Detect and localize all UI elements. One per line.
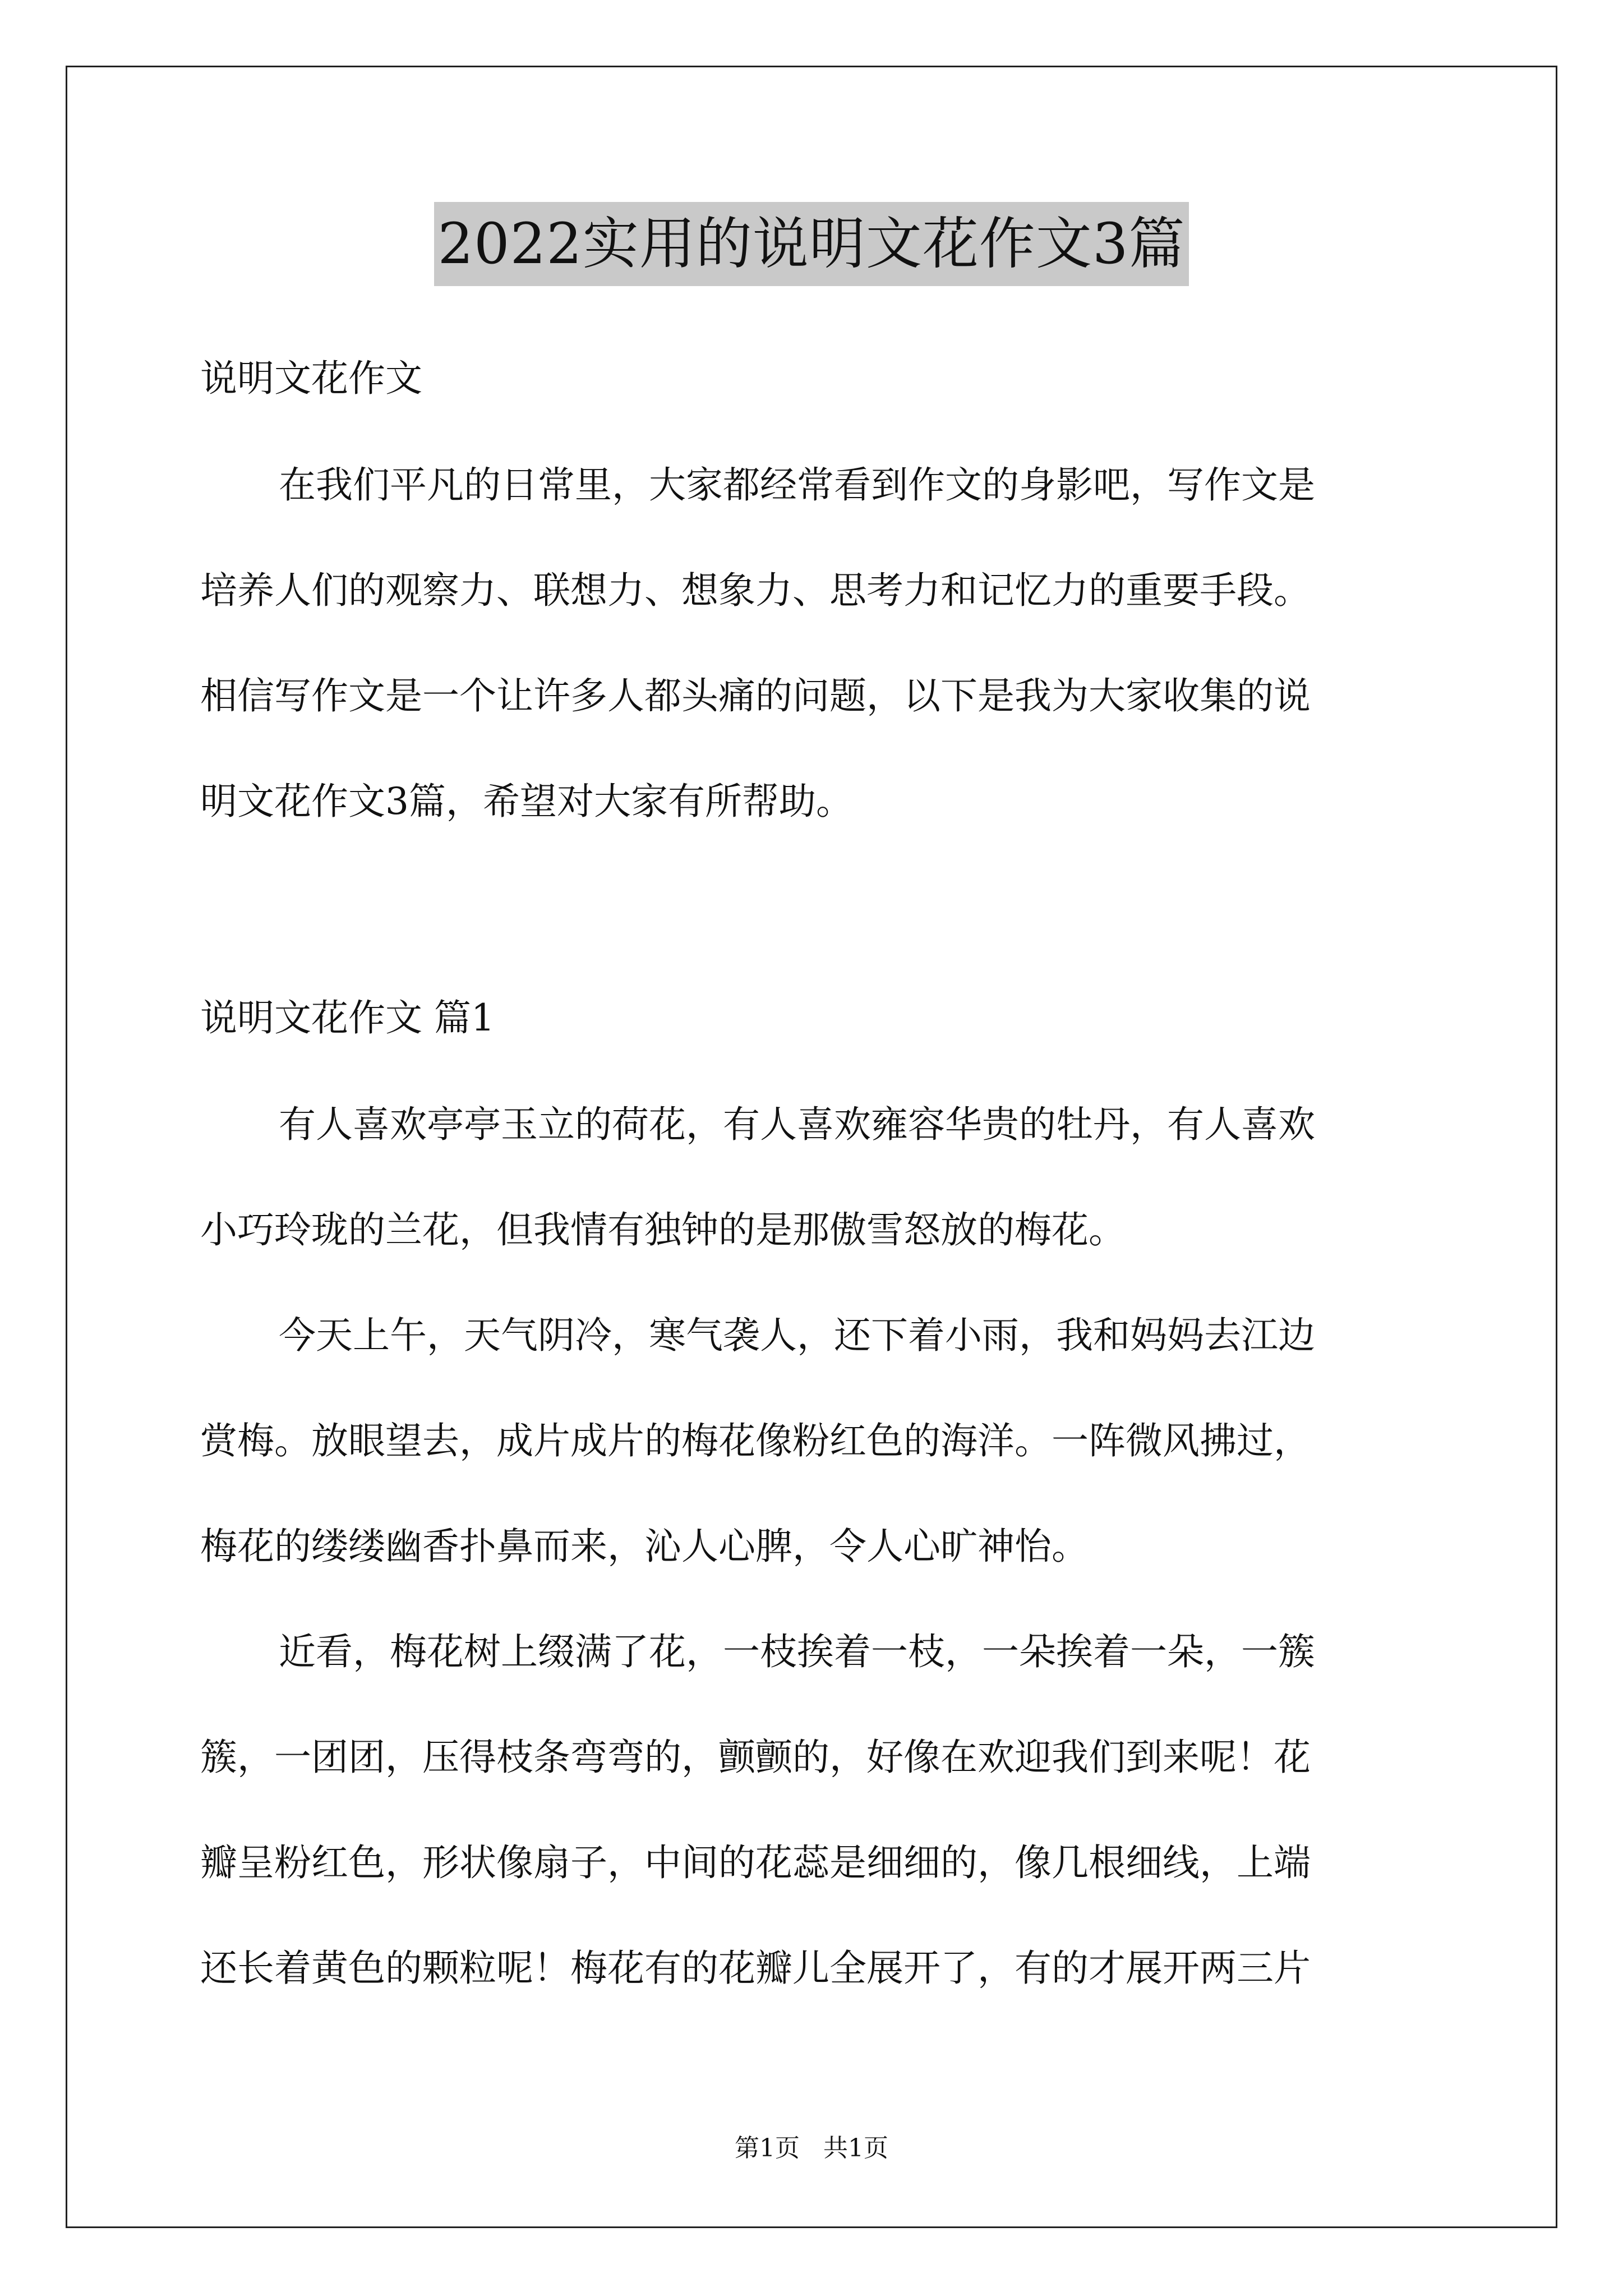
paragraph-line: 小巧玲珑的兰花，但我情有独钟的是那傲雪怒放的梅花。 [200, 1208, 1126, 1251]
intro-line: 培养人们的观察力、联想力、想象力、思考力和记忆力的重要手段。 [200, 569, 1311, 612]
intro-heading: 说明文花作文 [200, 357, 422, 400]
page-number: 第1页 [735, 2134, 800, 2162]
paragraph-line: 有人喜欢亭亭玉立的荷花，有人喜欢雍容华贵的牡丹，有人喜欢 [279, 1103, 1315, 1146]
intro-line: 在我们平凡的日常里，大家都经常看到作文的身影吧，写作文是 [279, 463, 1315, 507]
page-footer [0, 2132, 1623, 2165]
title-container [0, 202, 1623, 286]
intro-line: 相信写作文是一个让许多人都头痛的问题，以下是我为大家收集的说 [200, 674, 1311, 717]
paragraph-line: 簇，一团团，压得枝条弯弯的，颤颤的，好像在欢迎我们到来呢！花 [200, 1736, 1311, 1779]
paragraph-line: 今天上午，天气阴冷，寒气袭人，还下着小雨，我和妈妈去江边 [279, 1314, 1315, 1357]
paragraph-line: 梅花的缕缕幽香扑鼻而来，沁人心脾，令人心旷神怡。 [200, 1525, 1089, 1568]
paragraph-line: 瓣呈粉红色，形状像扇子，中间的花蕊是细细的，像几根细线，上端 [200, 1841, 1311, 1884]
intro-line: 明文花作文3篇，希望对大家有所帮助。 [200, 780, 853, 823]
paragraph-line: 赏梅。放眼望去，成片成片的梅花像粉红色的海洋。一阵微风拂过， [200, 1419, 1311, 1462]
page-total: 共1页 [823, 2134, 888, 2162]
paragraph-line: 近看，梅花树上缀满了花，一枝挨着一枝，一朵挨着一朵，一簇 [279, 1630, 1315, 1673]
paragraph-line: 还长着黄色的颗粒呢！梅花有的花瓣儿全展开了，有的才展开两三片 [200, 1947, 1311, 1990]
section-heading: 说明文花作文 篇1 [200, 996, 495, 1039]
document-title: 2022实用的说明文花作文3篇 [434, 202, 1188, 286]
